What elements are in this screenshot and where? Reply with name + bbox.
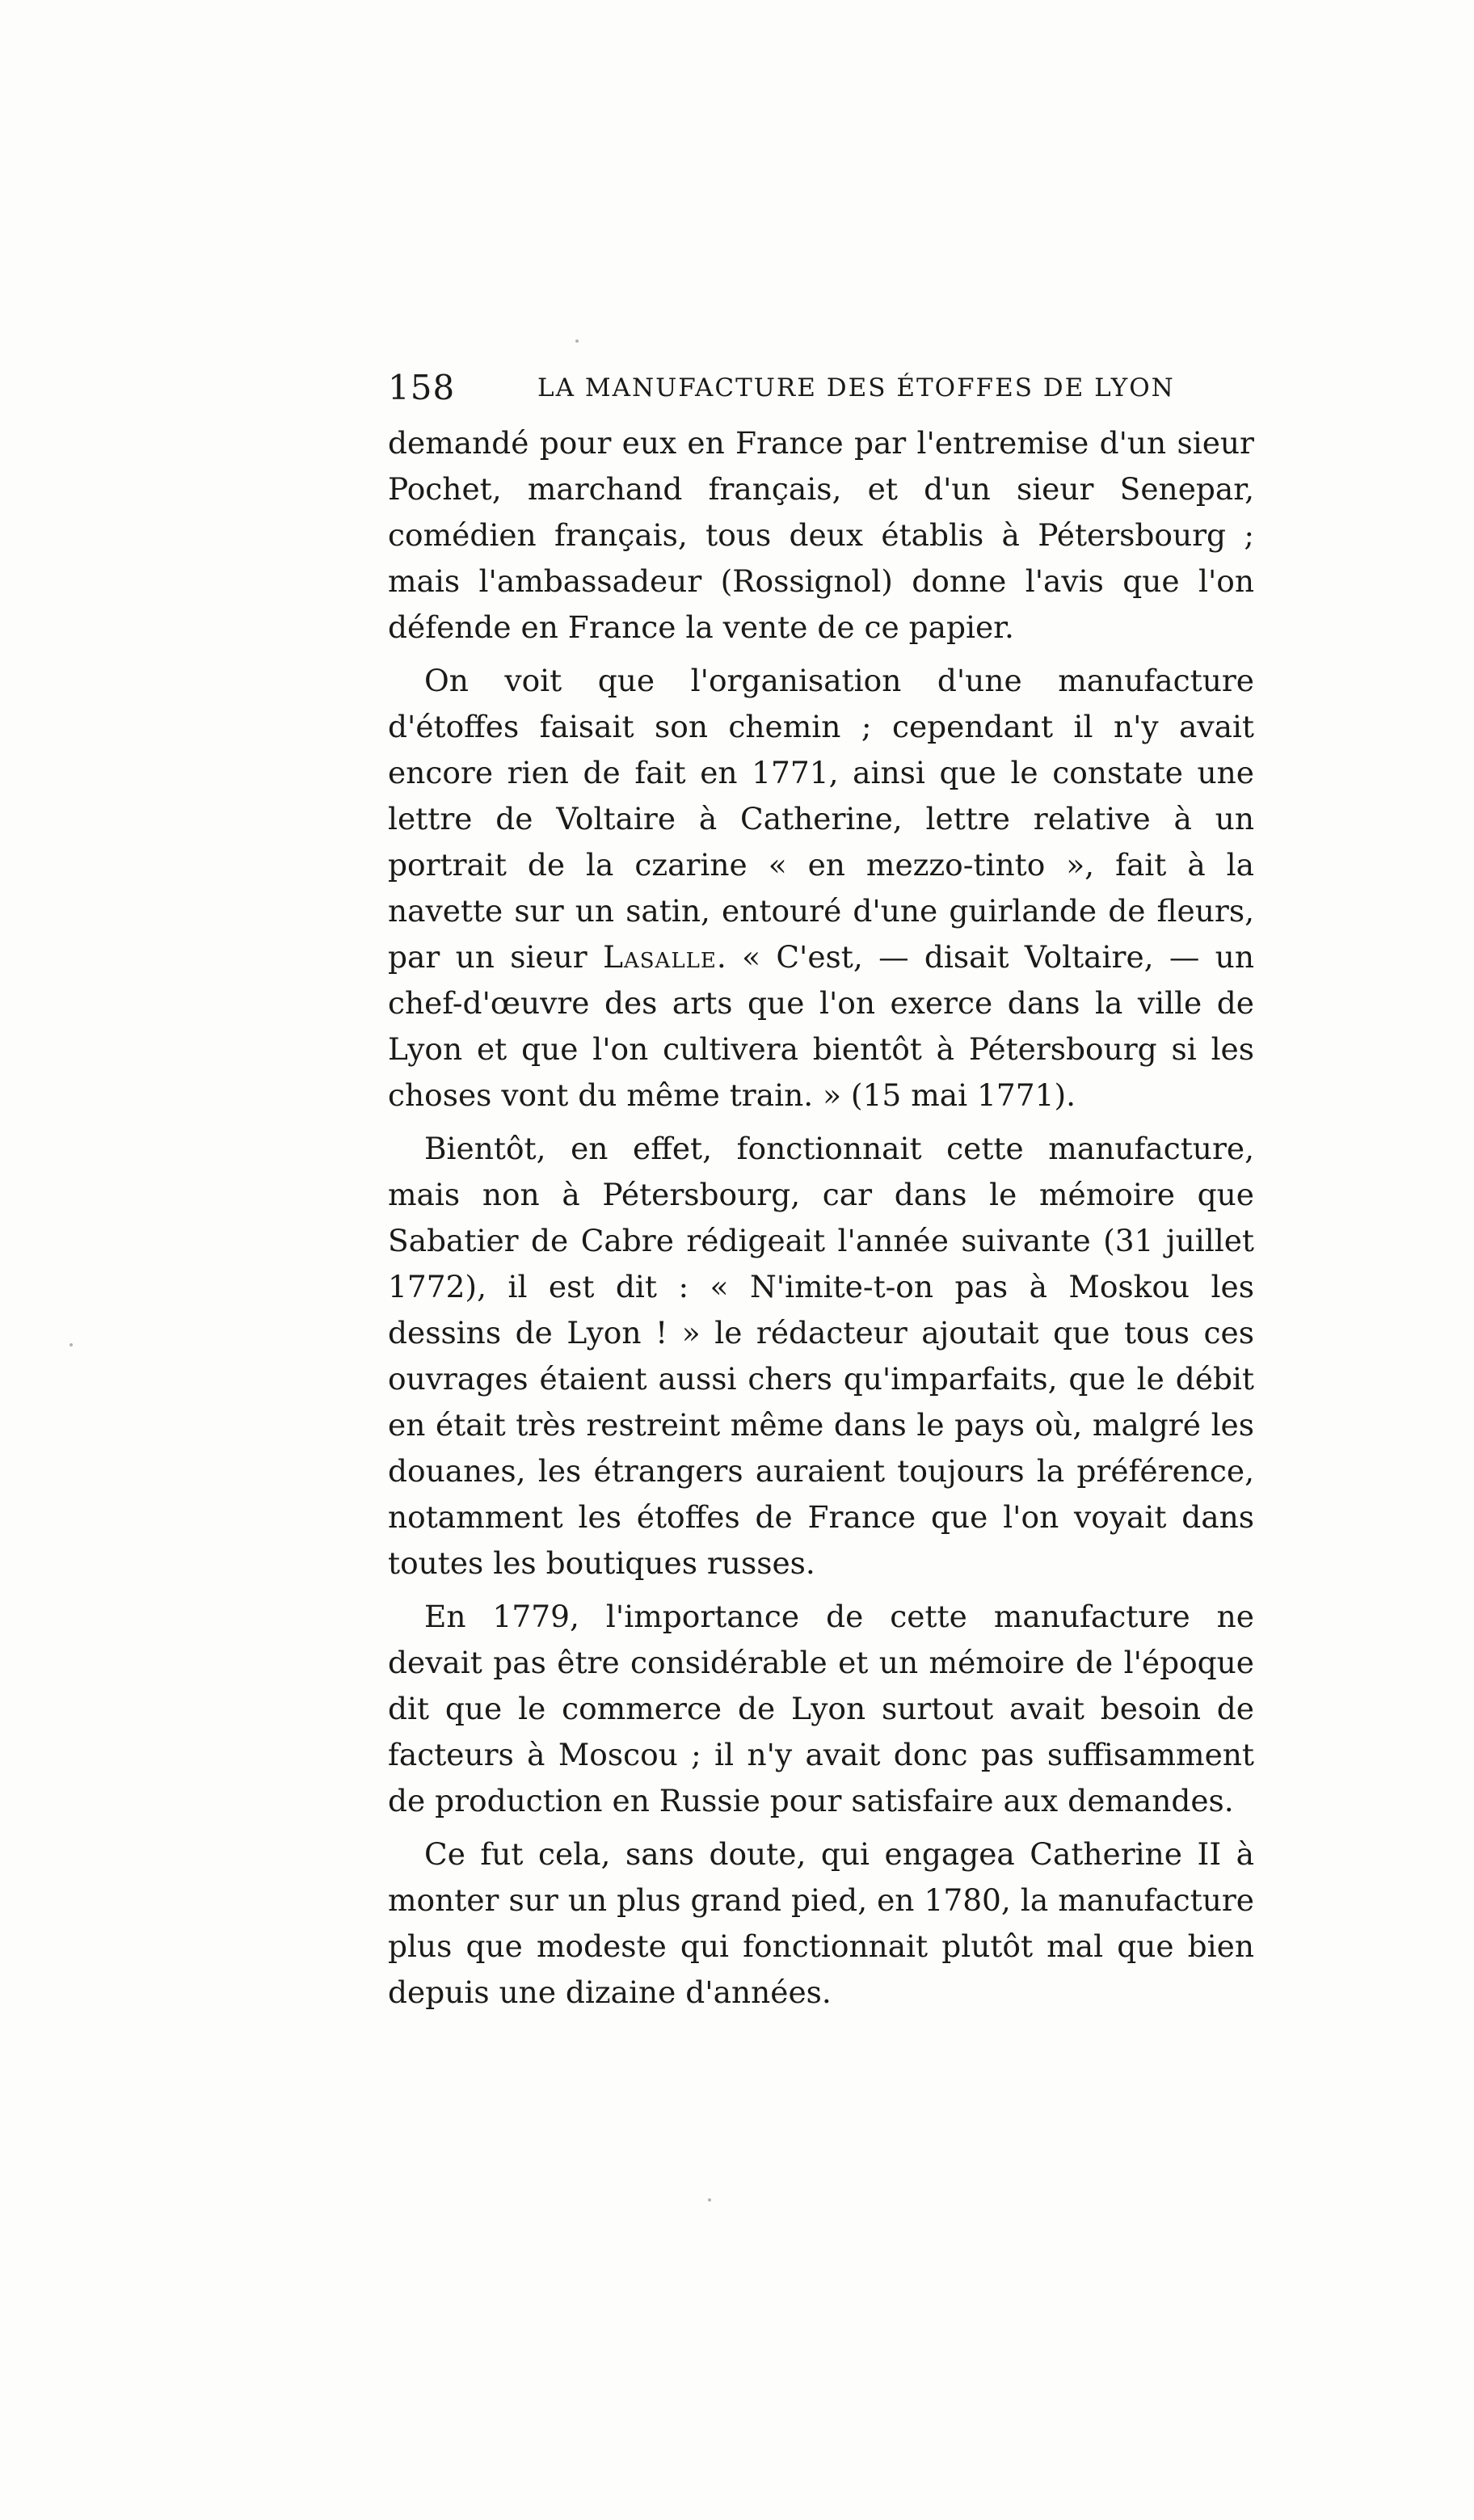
paper-speck (69, 1343, 73, 1346)
paragraph-2-text-after: . « C'est, — disait Voltaire, — un chef-d'œuvre des arts que l'on exerce dans la ville de Lyon et que l'on cultivera bientôt à Pétersbourg si les choses vont du même train. » (15 mai 1771). (388, 939, 1254, 1113)
body-text (388, 420, 1254, 2023)
running-head (388, 364, 1180, 412)
paragraph-5: Ce fut cela, sans doute, qui engagea Catherine II à monter sur un plus grand pied, en 1780, la manufacture plus que modeste qui fonctionnait plutôt mal que bien depuis une dizaine d'années. (388, 1836, 1254, 2010)
paragraph-4: En 1779, l'importance de cette manufacture ne devait pas être considérable et un mémoire de l'époque dit que le commerce de Lyon surtout avait besoin de facteurs à Moscou ; il n'y avait donc pas suffisamment de production en Russie pour satisfaire aux demandes. (388, 1599, 1254, 1818)
paragraph-2 (388, 658, 1254, 1119)
paper-speck (708, 2198, 711, 2202)
paragraph-1: demandé pour eux en France par l'entremise d'un sieur Pochet, marchand français, et d'un sieur Senepar, comédien français, tous deux établis à Pétersbourg ; mais l'ambassadeur (Rossignol) donne l'avis que l'on défende en France la vente de ce papier. (388, 425, 1254, 645)
paragraph-2-text-before: On voit que l'organisation d'une manufacture d'étoffes faisait son chemin ; cependant il n'y avait encore rien de fait en 1771, ainsi que le constate une lettre de Voltaire à Catherine, lettre relative à un portrait de la czarine « en mezzo-tinto », fait à la navette sur un satin, entouré d'une guirlande de fleurs, par un sieur (388, 663, 1254, 975)
paper-speck (575, 339, 579, 343)
name-lasalle: Lasalle (603, 939, 717, 975)
paragraph-3: Bientôt, en effet, fonctionnait cette manufacture, mais non à Pétersbourg, car dans le mémoire que Sabatier de Cabre rédigeait l'année suivante (31 juillet 1772), il est dit : « N'imite-t-on pas à Moskou les dessins de Lyon ! » le rédacteur ajoutait que tous ces ouvrages étaient aussi chers qu'imparfaits, que le débit en était très restreint même dans le pays où, malgré les douanes, les étrangers auraient toujours la préférence, notamment les étoffes de France que l'on voyait dans toutes les boutiques russes. (388, 1131, 1254, 1581)
running-head-title: LA MANUFACTURE DES ÉTOFFES DE LYON (537, 373, 1175, 402)
page-number: 158 (388, 368, 456, 407)
